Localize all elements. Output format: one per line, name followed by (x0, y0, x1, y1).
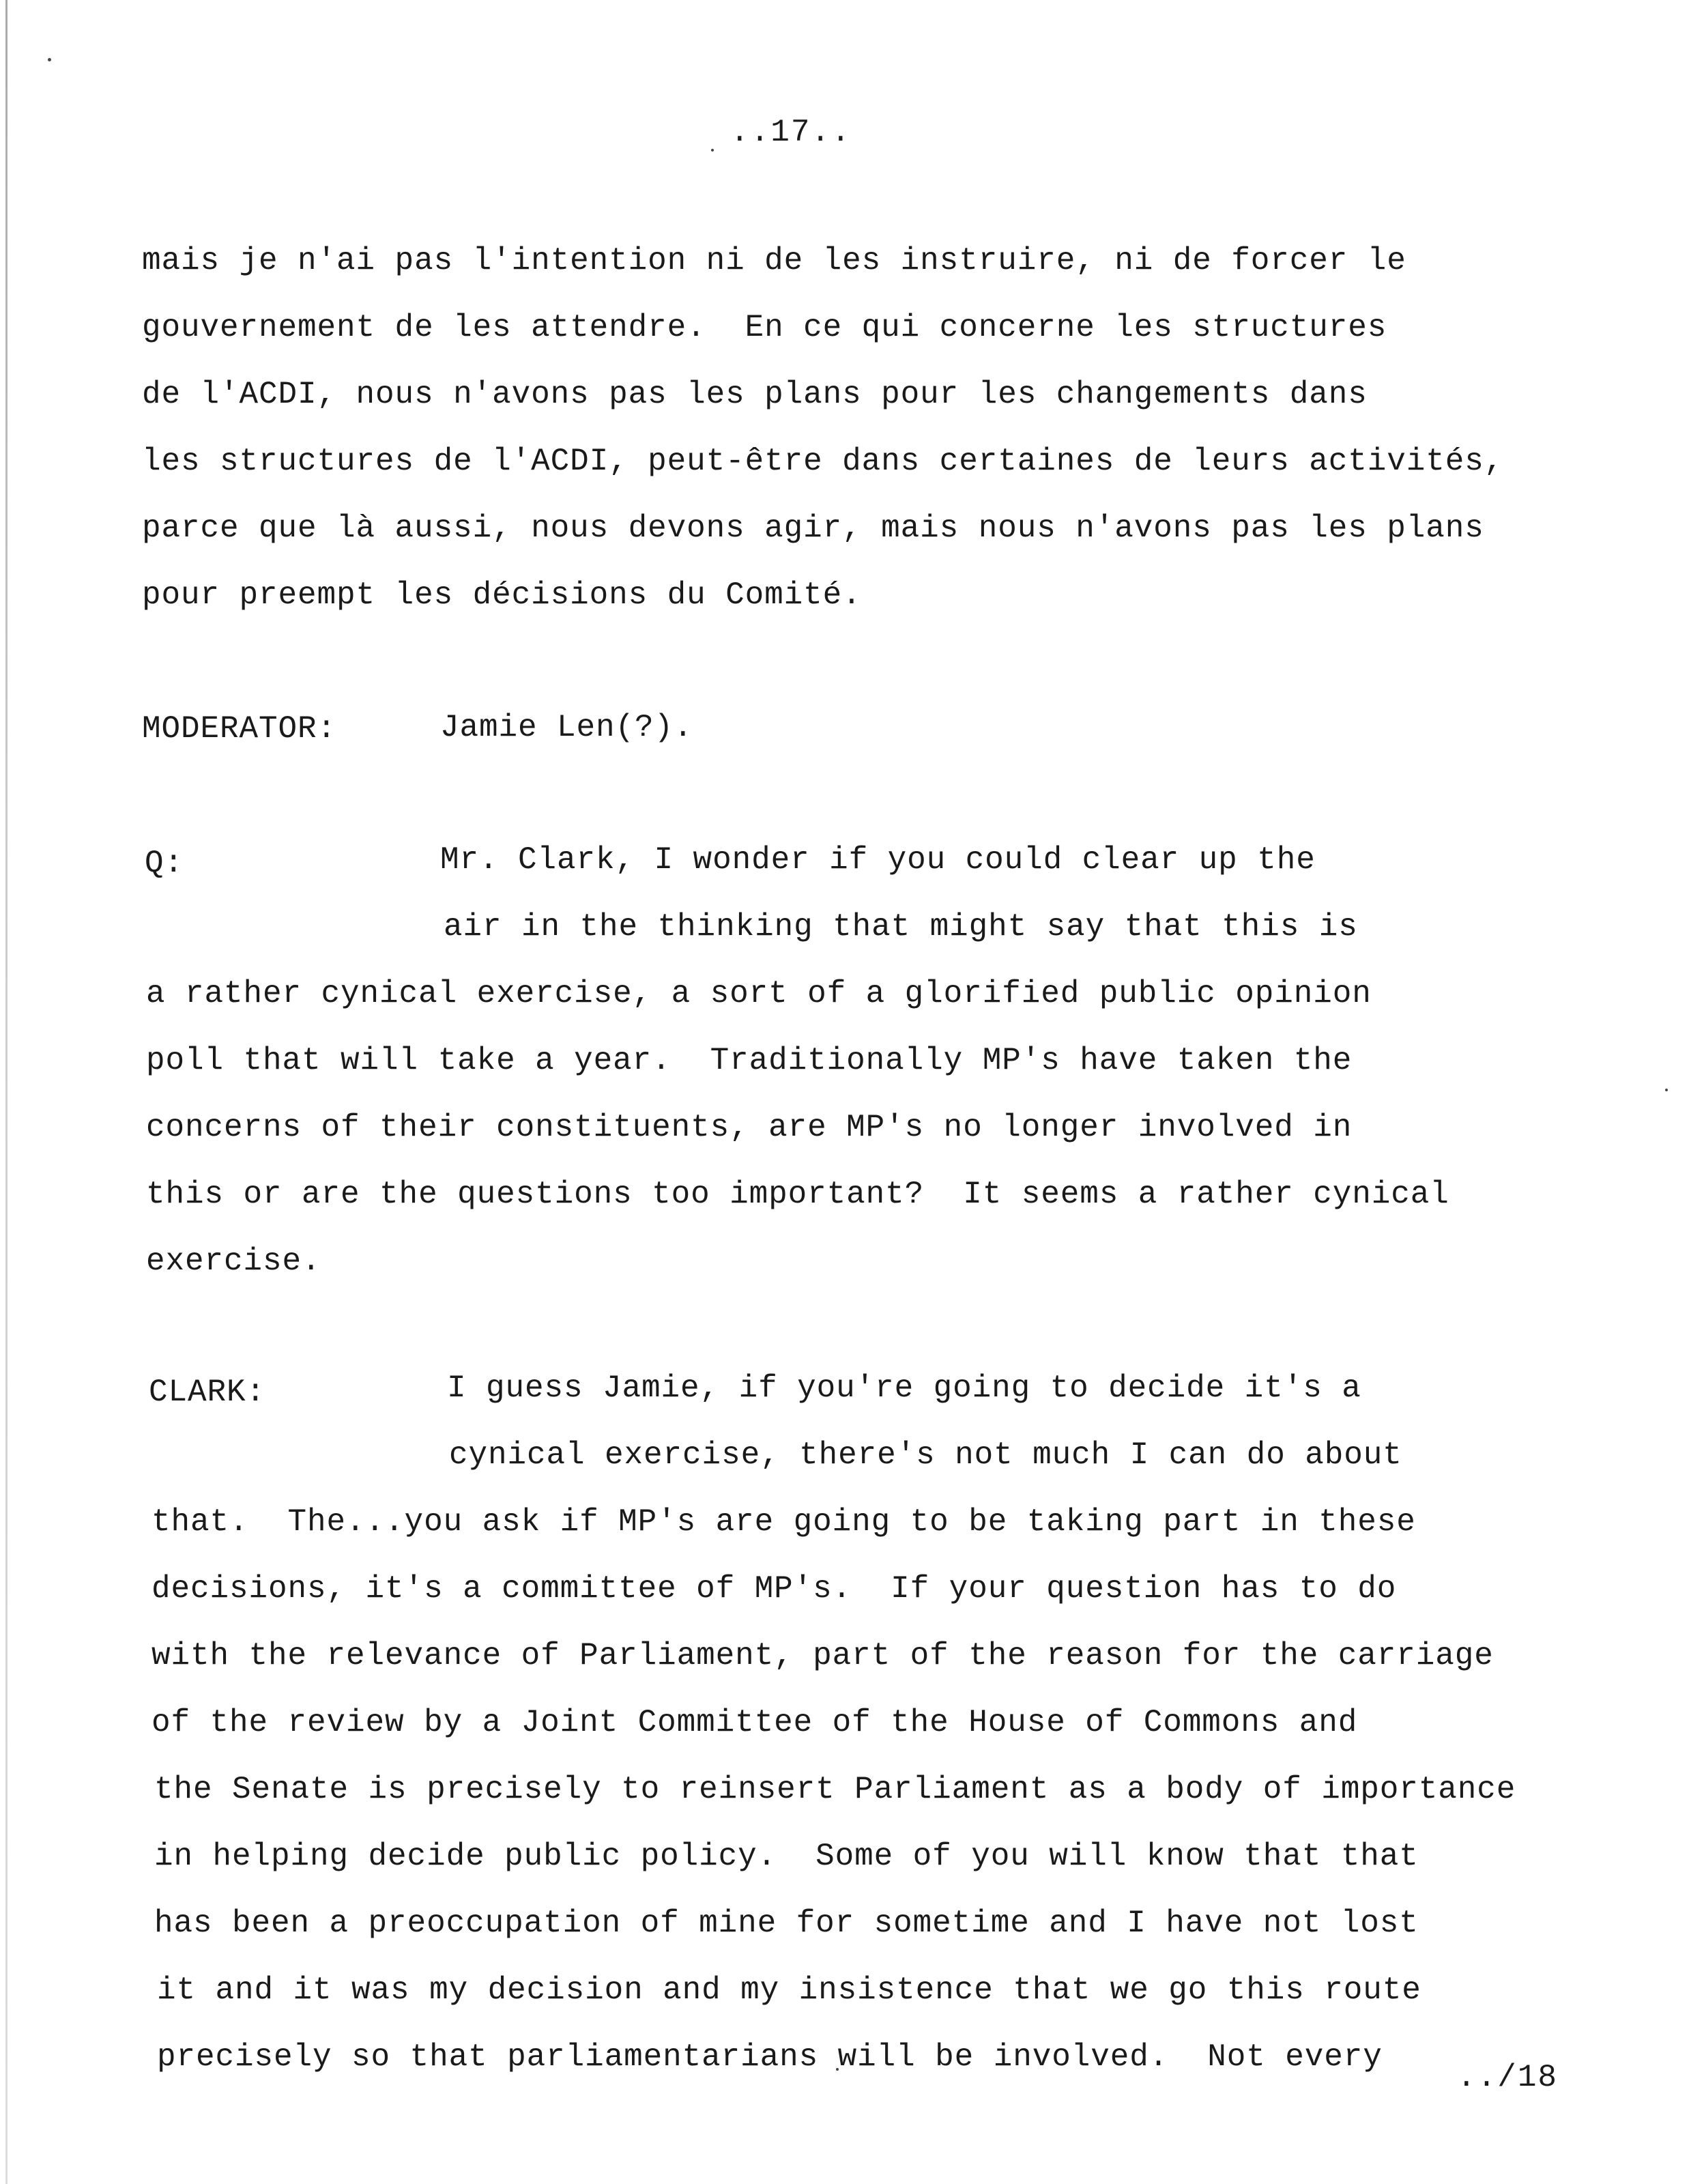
speaker-clark: CLARK: (149, 1375, 266, 1410)
speaker-question: Q: (145, 846, 184, 881)
french-line-2: gouvernement de les attendre. En ce qui concerne les structures (142, 310, 1387, 345)
french-line-4: les structures de l'ACDI, peut-être dans certaines de leurs activités, (142, 444, 1504, 479)
continuation-marker: ../18 (1457, 2060, 1559, 2095)
answer-line-11: precisely so that parliamentarians will be involved. Not every (157, 2039, 1383, 2075)
answer-line-2: cynical exercise, there's not much I can do about (449, 1437, 1402, 1473)
speaker-moderator: MODERATOR: (142, 711, 337, 747)
moderator-text: Jamie Len(?). (440, 710, 693, 745)
question-line-5: concerns of their constituents, are MP's no longer involved in (146, 1110, 1353, 1145)
answer-line-10: it and it was my decision and my insistence that we go this route (157, 1972, 1421, 2008)
answer-line-1: I guess Jamie, if you're going to decide it's a (447, 1370, 1361, 1406)
answer-line-9: has been a preoccupation of mine for sometime and I have not lost (154, 1906, 1419, 1941)
french-line-5: parce que là aussi, nous devons agir, mais nous n'avons pas les plans (142, 511, 1484, 546)
scan-speck (711, 149, 714, 152)
answer-line-4: decisions, it's a committee of MP's. If your question has to do (151, 1571, 1397, 1607)
answer-line-8: in helping decide public policy. Some of you will know that that (154, 1839, 1419, 1874)
scan-edge (5, 0, 8, 2184)
question-line-6: this or are the questions too important? It seems a rather cynical (146, 1177, 1449, 1212)
french-line-6: pour preempt les décisions du Comité. (142, 577, 862, 613)
answer-line-6: of the review by a Joint Committee of the House of Commons and (151, 1705, 1358, 1740)
scan-speck (1665, 1089, 1668, 1091)
french-line-1: mais je n'ai pas l'intention ni de les instruire, ni de forcer le (142, 243, 1406, 278)
question-line-7: exercise. (146, 1244, 321, 1279)
question-line-1: Mr. Clark, I wonder if you could clear up the (440, 842, 1316, 878)
answer-line-7: the Senate is precisely to reinsert Parliament as a body of importance (154, 1772, 1516, 1807)
question-line-3: a rather cynical exercise, a sort of a glorified public opinion (146, 976, 1372, 1011)
scan-speck (48, 58, 51, 61)
answer-line-5: with the relevance of Parliament, part of the reason for the carriage (151, 1638, 1494, 1673)
french-line-3: de l'ACDI, nous n'avons pas les plans pour les changements dans (142, 377, 1368, 412)
answer-line-3: that. The...you ask if MP's are going to be taking part in these (151, 1504, 1416, 1540)
question-line-4: poll that will take a year. Traditionally MP's have taken the (146, 1043, 1353, 1078)
question-line-2: air in the thinking that might say that this is (444, 909, 1358, 945)
page-number: ..17.. (730, 115, 852, 150)
